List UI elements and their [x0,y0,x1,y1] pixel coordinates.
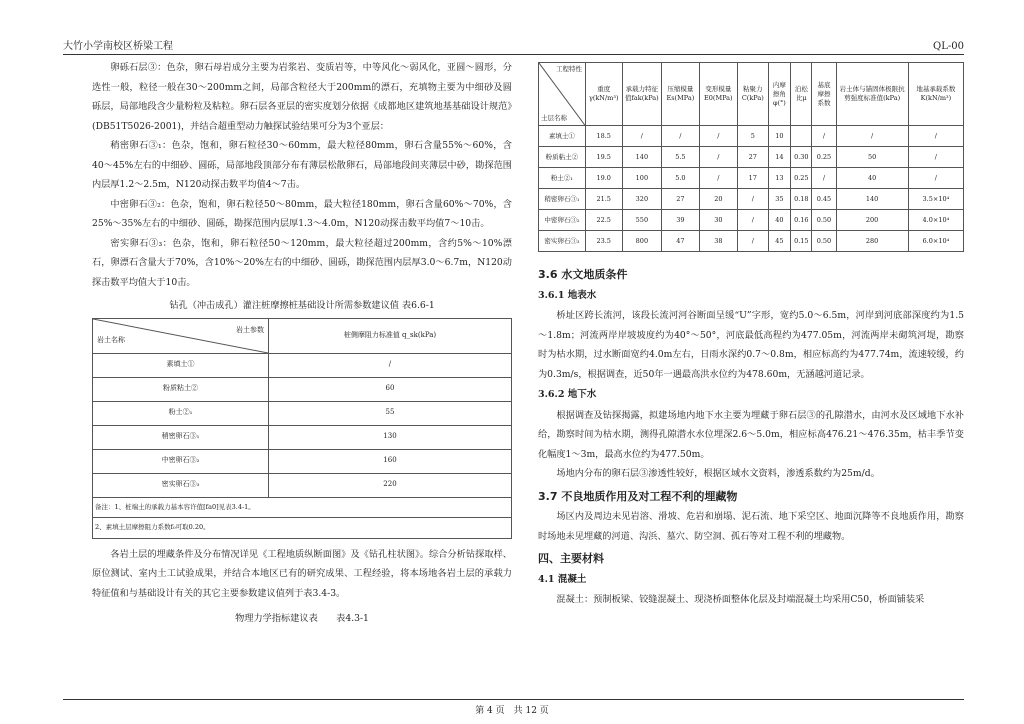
value-cell: / [908,168,963,189]
paragraph-permeability: 场地内分布的卵石层③渗透性较好，根据区域水文资料，渗透系数约为25m/d。 [556,468,880,479]
table-row [93,401,512,425]
column-header: 重度γ(kN/m³) [585,63,622,126]
cell: 密实卵石③₃ [93,473,269,497]
value-cell: 200 [836,210,908,231]
value-cell: / [738,210,769,231]
table1-diagonal-header [93,318,269,353]
right-column [538,262,964,610]
value-cell: 27 [662,189,700,210]
cell: 160 [268,449,511,473]
cell: 130 [268,425,511,449]
subsection-surface-water: 3.6.1 地表水 [538,289,597,301]
value-cell: 0.30 [791,147,812,168]
value-cell: / [908,126,963,147]
value-cell: 5.5 [662,147,700,168]
section-main-materials: 四、主要材料 [538,552,604,565]
paragraph-gravel-layer: 卵砾石层③：色杂，卵石母岩成分主要为岩浆岩、变质岩等，中等风化～弱风化，亚圆～圆形，分选性一般，粒径一般在30～200mm之间，局部含粒径大于200mm的漂石，充填物主要为中细砂及圆砾层，局部地段含少量粉粒及粘粒。卵石层各亚层的密实度划分依据《成都地区建筑地基基础设计规范》(DB51T5026-2001)，并结合超重型动力触探试验结果可分为3个亚层： [92,62,512,132]
table-row [93,425,512,449]
page-header [63,38,964,55]
table1-caption: 钻孔（冲击成孔）灌注桩摩擦桩基础设计所需参数建议值 表6.6-1 [169,300,435,311]
value-cell: 40 [768,210,791,231]
value-cell: / [699,126,737,147]
paragraph-groundwater: 根据调查及钻探揭露，拟建场地内地下水主要为埋藏于卵石层③的孔隙潜水，由河水及区域地下水补给，勘察时间为枯水期，测得孔隙潜水水位埋深2.6～5.0m，相应标高476.21～476.35m，枯丰季节变化幅度1～3m，最高水位约为477.50m。 [538,409,964,460]
value-cell: 0.16 [791,210,812,231]
physical-mechanical-table [538,62,964,252]
value-cell: 100 [622,168,661,189]
value-cell: / [836,126,908,147]
table-row [539,126,964,147]
paragraph-adverse-geology: 场区内及周边未见岩溶、滑坡、危岩和崩塌、泥石流、地下采空区、地面沉降等不良地质作用，勘察时场地未见埋藏的河道、沟浜、墓穴、防空洞、孤石等对工程不利的埋藏物。 [538,511,964,542]
value-cell: / [699,168,737,189]
value-cell: 0.18 [791,189,812,210]
table-note-row [93,518,512,539]
value-cell: 0.50 [812,210,836,231]
value-cell: 45 [768,231,791,252]
value-cell: 140 [622,147,661,168]
drawing-number: QL-00 [933,41,964,52]
value-cell: 35 [768,189,791,210]
value-cell: / [908,147,963,168]
value-cell: 0.50 [812,231,836,252]
value-cell: 5 [738,126,769,147]
value-cell: 20 [699,189,737,210]
cell: 粉土②₁ [93,401,269,425]
value-cell: 0.45 [812,189,836,210]
layer-name-cell: 素填土① [539,126,586,147]
value-cell: / [738,189,769,210]
value-cell: 5.0 [662,168,700,189]
value-cell: 13 [768,168,791,189]
cell: 稍密卵石③₁ [93,425,269,449]
paragraph-dense-gravel: 密实卵石③₃：色杂，饱和，卵石粒径50～120mm，最大粒径超过200mm，含约5%～10%漂石，卵漂石含量大于70%，含10%～20%左右的中细砂、圆砾，勘探范围内层厚3.0～6.7m，N120动探击数平均值大于10击。 [92,237,512,288]
table-row [539,168,964,189]
table-row [539,189,964,210]
pile-parameter-table [92,318,512,539]
section-adverse-geology: 3.7 不良地质作用及对工程不利的埋藏物 [538,489,738,503]
column-header: 地基承载系数K(kN/m³) [908,63,963,126]
value-cell: 40 [836,168,908,189]
column-header: 压缩模量Es(MPa) [662,63,700,126]
page-number: 第 4 页 共 12 页 [475,706,549,716]
table-row [539,210,964,231]
table-note: 2、素填土层摩擦阻力系数f₀可取0.20。 [93,518,512,539]
value-cell: 10 [768,126,791,147]
column-header: 承载力特征值fak(kPa) [622,63,661,126]
value-cell: 800 [622,231,661,252]
table-row [93,377,512,401]
paragraph-parameters-summary: 各岩土层的埋藏条件及分布情况详见《工程地质纵断面图》及《钻孔柱状图》。综合分析钻探取样、原位测试、室内土工试验成果，并结合本地区已有的研究成果、工程经验，将本场地各岩土层的承载力特征值和与基础设计有关的其它主要参数建议值列于表3.4-3。 [92,548,512,599]
project-title: 大竹小学南校区桥梁工程 [63,41,173,52]
cell: 220 [268,473,511,497]
paragraph-slightly-dense-gravel: 稍密卵石③₁：色杂，饱和，卵石粒径30～60mm，最大粒径80mm，卵石含量55%～60%，含40～45%左右的中细砂、圆砾，局部地段顶部分布有薄层松散卵石，局部地段间夹薄层中砂，勘探范围内层厚1.2～2.5m，N120动探击数平均值4～7击。 [92,140,512,190]
value-cell: 30 [699,210,737,231]
value-cell: 38 [699,231,737,252]
value-cell: / [738,231,769,252]
column-header: 基底摩擦系数 [812,63,836,126]
value-cell: / [662,126,700,147]
value-cell: 17 [738,168,769,189]
layer-name-cell: 粉质粘土② [539,147,586,168]
column-header: 岩土体与锚固体极限抗剪强度标准值(kPa) [836,63,908,126]
value-cell [791,126,812,147]
value-cell: 19.5 [585,147,622,168]
value-cell: 140 [836,189,908,210]
value-cell: 550 [622,210,661,231]
value-cell: 19.0 [585,168,622,189]
table-row [93,473,512,497]
table2-caption: 物理力学指标建议表 表4.3-1 [235,613,369,624]
value-cell: 6.0×10⁴ [908,231,963,252]
table1-name-label: 岩土名称 [97,336,125,344]
table2-layer-label: 土层名称 [541,114,567,122]
value-cell: 39 [662,210,700,231]
table-row [539,147,964,168]
cell: 粉质粘土② [93,377,269,401]
column-header: 变形模量E0(MPa) [699,63,737,126]
value-cell: 4.0×10⁴ [908,210,963,231]
table2-diagonal-header [539,63,586,126]
cell: / [268,353,511,377]
value-cell: 18.5 [585,126,622,147]
cell: 60 [268,377,511,401]
value-cell: 0.25 [791,168,812,189]
value-cell: 0.25 [812,147,836,168]
value-cell: / [699,147,737,168]
value-cell: 320 [622,189,661,210]
value-cell: 280 [836,231,908,252]
value-cell: 0.15 [791,231,812,252]
value-cell: 50 [836,147,908,168]
value-cell: / [812,126,836,147]
left-column [92,58,512,631]
cell: 素填土① [93,353,269,377]
column-header: 内摩擦角φ(°) [768,63,791,126]
layer-name-cell: 稍密卵石③₁ [539,189,586,210]
table-note: 备注：1、桩端土的承载力基本容许值[fa0]见表3.4-1。 [93,497,512,518]
value-cell: 22.5 [585,210,622,231]
cell: 55 [268,401,511,425]
value-cell: 21.5 [585,189,622,210]
value-cell: 14 [768,147,791,168]
subsection-groundwater: 3.6.2 地下水 [538,389,597,400]
footer-divider [63,699,964,700]
value-cell: 27 [738,147,769,168]
table-row [93,353,512,377]
table2-property-label: 工程特性 [556,65,583,73]
column-header: 粘聚力C(kPa) [738,63,769,126]
value-cell: 3.5×10⁴ [908,189,963,210]
section-hydrogeology: 3.6 水文地质条件 [538,268,628,281]
table-note-row [93,497,512,518]
value-cell: / [812,168,836,189]
layer-name-cell: 密实卵石③₃ [539,231,586,252]
cell: 中密卵石③₂ [93,449,269,473]
paragraph-surface-water: 桥址区跨长流河，该段长流河河谷断面呈缓“U”字形，宽约5.0～6.5m，河岸到河底部深度约为1.5～1.8m；河流两岸岸坡坡度约为40°～50°，河底最低高程约为477.05m，河流两岸未砌筑河堤，勘察时为枯水期，过水断面宽约4.0m左右，日雨水深约0.7～0.8m，相应标高约为477.74m，流速较缓，约为0.3m/s，根据调查，近50年一遇最高洪水位约为478.60m，无涵越河道记录。 [538,310,964,380]
table1-col-header: 桩侧摩阻力标准值 q_sk(kPa) [268,318,511,353]
subsection-concrete: 4.1 混凝土 [538,573,587,585]
table-row [93,449,512,473]
paragraph-concrete: 混凝土：预制板梁、铰缝混凝土、现浇桥面整体化层及封端混凝土均采用C50，桥面铺装采 [556,594,925,605]
value-cell: 47 [662,231,700,252]
value-cell: / [622,126,661,147]
table-row [539,231,964,252]
table1-param-label: 岩土参数 [235,325,264,334]
layer-name-cell: 粉土②₁ [539,168,586,189]
column-header: 泊松比μ [791,63,812,126]
layer-name-cell: 中密卵石③₂ [539,210,586,231]
value-cell: 23.5 [585,231,622,252]
paragraph-medium-dense-gravel: 中密卵石③₂：色杂，饱和，卵石粒径50～80mm，最大粒径180mm，卵石含量60%～70%，含25%～35%左右的中细砂、圆砾，勘探范围内层厚1.3～4.0m，N120动探击数平均值7～10击。 [92,198,512,229]
